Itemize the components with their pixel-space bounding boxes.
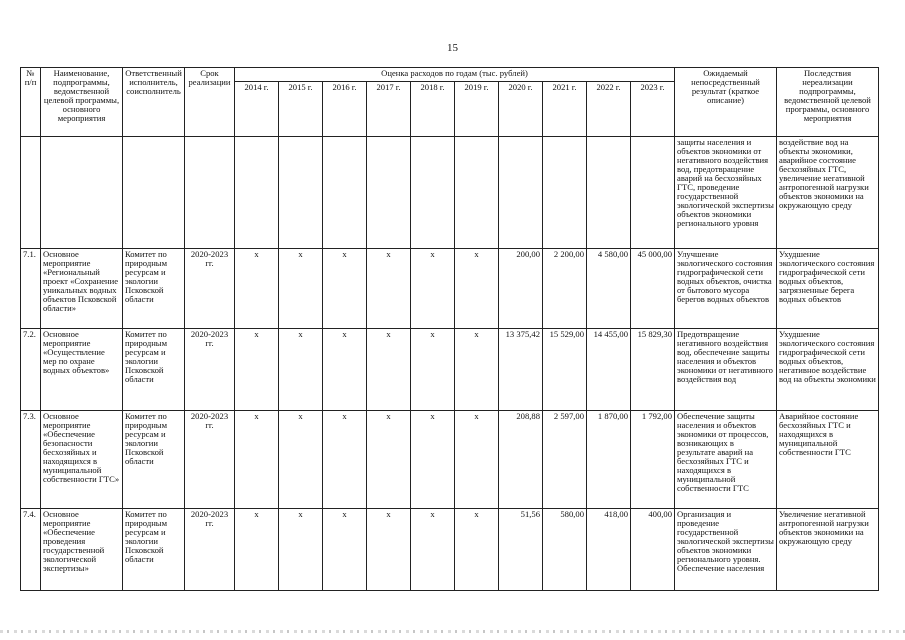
row-value: x xyxy=(323,509,367,591)
header-costs: Оценка расходов по годам (тыс. рублей) xyxy=(235,68,675,82)
row-value: x xyxy=(323,329,367,411)
row-value: 45 000,00 xyxy=(631,249,675,329)
row-consequences: Увеличение негативной антропогенной нагрузки объектов экономики на окружающую среду xyxy=(777,509,879,591)
page-number: 15 xyxy=(447,42,458,54)
row-value: 14 455,00 xyxy=(587,329,631,411)
header-year: 2023 г. xyxy=(631,82,675,137)
row-responsible: Комитет по природным ресурсам и экологии Псковской области xyxy=(123,249,185,329)
continuation-consequences: воздействие вод на объекты экономики, аварийное состояние бесхозяйных ГТС, увеличение негативной антропогенной нагрузки объектов экономики на окружающую среду xyxy=(777,137,879,249)
row-value: x xyxy=(411,329,455,411)
header-year: 2021 г. xyxy=(543,82,587,137)
row-value: 1 792,00 xyxy=(631,411,675,509)
header-year: 2020 г. xyxy=(499,82,543,137)
row-value: 15 529,00 xyxy=(543,329,587,411)
row-value: 51,56 xyxy=(499,509,543,591)
continuation-row xyxy=(21,137,879,249)
row-value: 2 597,00 xyxy=(543,411,587,509)
table-row xyxy=(21,509,879,591)
row-name: Основное мероприятие «Обеспечение проведения государственной экологической экспертизы» xyxy=(41,509,123,591)
row-expected: Улучшение экологического состояния гидрографической сети водных объектов, очистка от бытового мусора берегов водных объектов xyxy=(675,249,777,329)
header-num: № п/п xyxy=(21,68,41,137)
row-value: x xyxy=(455,411,499,509)
continuation-expected: защиты населения и объектов экономики от негативного воздействия вод, предотвращение аварий на бесхозяйных ГТС, проведение государственной экологической экспертизы объектов экономики регионального уровня xyxy=(675,137,777,249)
row-value: x xyxy=(367,249,411,329)
row-responsible: Комитет по природным ресурсам и экологии Псковской области xyxy=(123,329,185,411)
row-term: 2020-2023 гг. xyxy=(185,509,235,591)
row-value: 208,88 xyxy=(499,411,543,509)
row-value: x xyxy=(455,329,499,411)
row-value: 580,00 xyxy=(543,509,587,591)
table-row xyxy=(21,329,879,411)
row-responsible: Комитет по природным ресурсам и экологии Псковской области xyxy=(123,411,185,509)
row-value: x xyxy=(367,329,411,411)
row-consequences: Аварийное состояние бесхозяйных ГТС и находящихся в муниципальной собственности ГТС xyxy=(777,411,879,509)
row-num: 7.3. xyxy=(21,411,41,509)
row-value: x xyxy=(411,411,455,509)
header-year: 2019 г. xyxy=(455,82,499,137)
row-value: x xyxy=(411,249,455,329)
row-expected: Предотвращение негативного воздействия вод, обеспечение защиты населения и объектов экономики от негативного воздействия вод xyxy=(675,329,777,411)
row-term: 2020-2023 гг. xyxy=(185,411,235,509)
row-name: Основное мероприятие «Обеспечение безопасности бесхозяйных и находящихся в муниципальной собственности ГТС» xyxy=(41,411,123,509)
row-value: x xyxy=(455,509,499,591)
row-value: x xyxy=(323,411,367,509)
row-consequences: Ухудшение экологического состояния гидрографической сети водных объектов, негативное воздействие вод на объекты экономики xyxy=(777,329,879,411)
row-value: x xyxy=(279,411,323,509)
header-year: 2016 г. xyxy=(323,82,367,137)
header-name: Наименование, подпрограммы, ведомственной целевой программы, основного мероприятия xyxy=(41,68,123,137)
row-value: x xyxy=(367,509,411,591)
row-value: 418,00 xyxy=(587,509,631,591)
row-value: x xyxy=(235,509,279,591)
row-value: 200,00 xyxy=(499,249,543,329)
row-num: 7.4. xyxy=(21,509,41,591)
header-year: 2018 г. xyxy=(411,82,455,137)
header-consequences: Последствия нереализации подпрограммы, ведомственной целевой программы, основного мероприятия xyxy=(777,68,879,137)
row-value: x xyxy=(279,509,323,591)
row-name: Основное мероприятие «Осуществление мер по охране водных объектов» xyxy=(41,329,123,411)
scan-edge-artifact xyxy=(0,630,905,633)
row-value: 13 375,42 xyxy=(499,329,543,411)
header-year: 2014 г. xyxy=(235,82,279,137)
row-expected: Обеспечение защиты населения и объектов экономики от процессов, возникающих в результате аварий на бесхозяйных ГТС и находящихся в муниципальной собственности ГТС xyxy=(675,411,777,509)
row-term: 2020-2023 гг. xyxy=(185,329,235,411)
row-value: 4 580,00 xyxy=(587,249,631,329)
row-value: x xyxy=(411,509,455,591)
header-year: 2015 г. xyxy=(279,82,323,137)
row-num: 7.1. xyxy=(21,249,41,329)
row-value: x xyxy=(367,411,411,509)
row-value: x xyxy=(455,249,499,329)
row-consequences: Ухудшение экологического состояния гидрографической сети водных объектов, загрязненные берега водных объектов xyxy=(777,249,879,329)
row-value: x xyxy=(279,249,323,329)
row-term: 2020-2023 гг. xyxy=(185,249,235,329)
header-year: 2022 г. xyxy=(587,82,631,137)
row-value: x xyxy=(323,249,367,329)
row-value: x xyxy=(279,329,323,411)
table-row xyxy=(21,411,879,509)
row-value: 2 200,00 xyxy=(543,249,587,329)
row-value: 1 870,00 xyxy=(587,411,631,509)
table-row xyxy=(21,249,879,329)
row-value: x xyxy=(235,329,279,411)
row-value: x xyxy=(235,411,279,509)
row-num: 7.2. xyxy=(21,329,41,411)
header-expected: Ожидаемый непосредственный результат (краткое описание) xyxy=(675,68,777,137)
row-value: 15 829,30 xyxy=(631,329,675,411)
row-expected: Организация и проведение государственной экологической экспертизы объектов экономики регионального уровня. Обеспечение населения xyxy=(675,509,777,591)
row-value: x xyxy=(235,249,279,329)
row-value: 400,00 xyxy=(631,509,675,591)
row-name: Основное мероприятие «Региональный проект «Сохранение уникальных водных объектов Псковской области» xyxy=(41,249,123,329)
header-term: Срок реализации xyxy=(185,68,235,137)
header-responsible: Ответственный исполнитель, соисполнитель xyxy=(123,68,185,137)
row-responsible: Комитет по природным ресурсам и экологии Псковской области xyxy=(123,509,185,591)
expenditure-table xyxy=(20,67,879,591)
header-year: 2017 г. xyxy=(367,82,411,137)
